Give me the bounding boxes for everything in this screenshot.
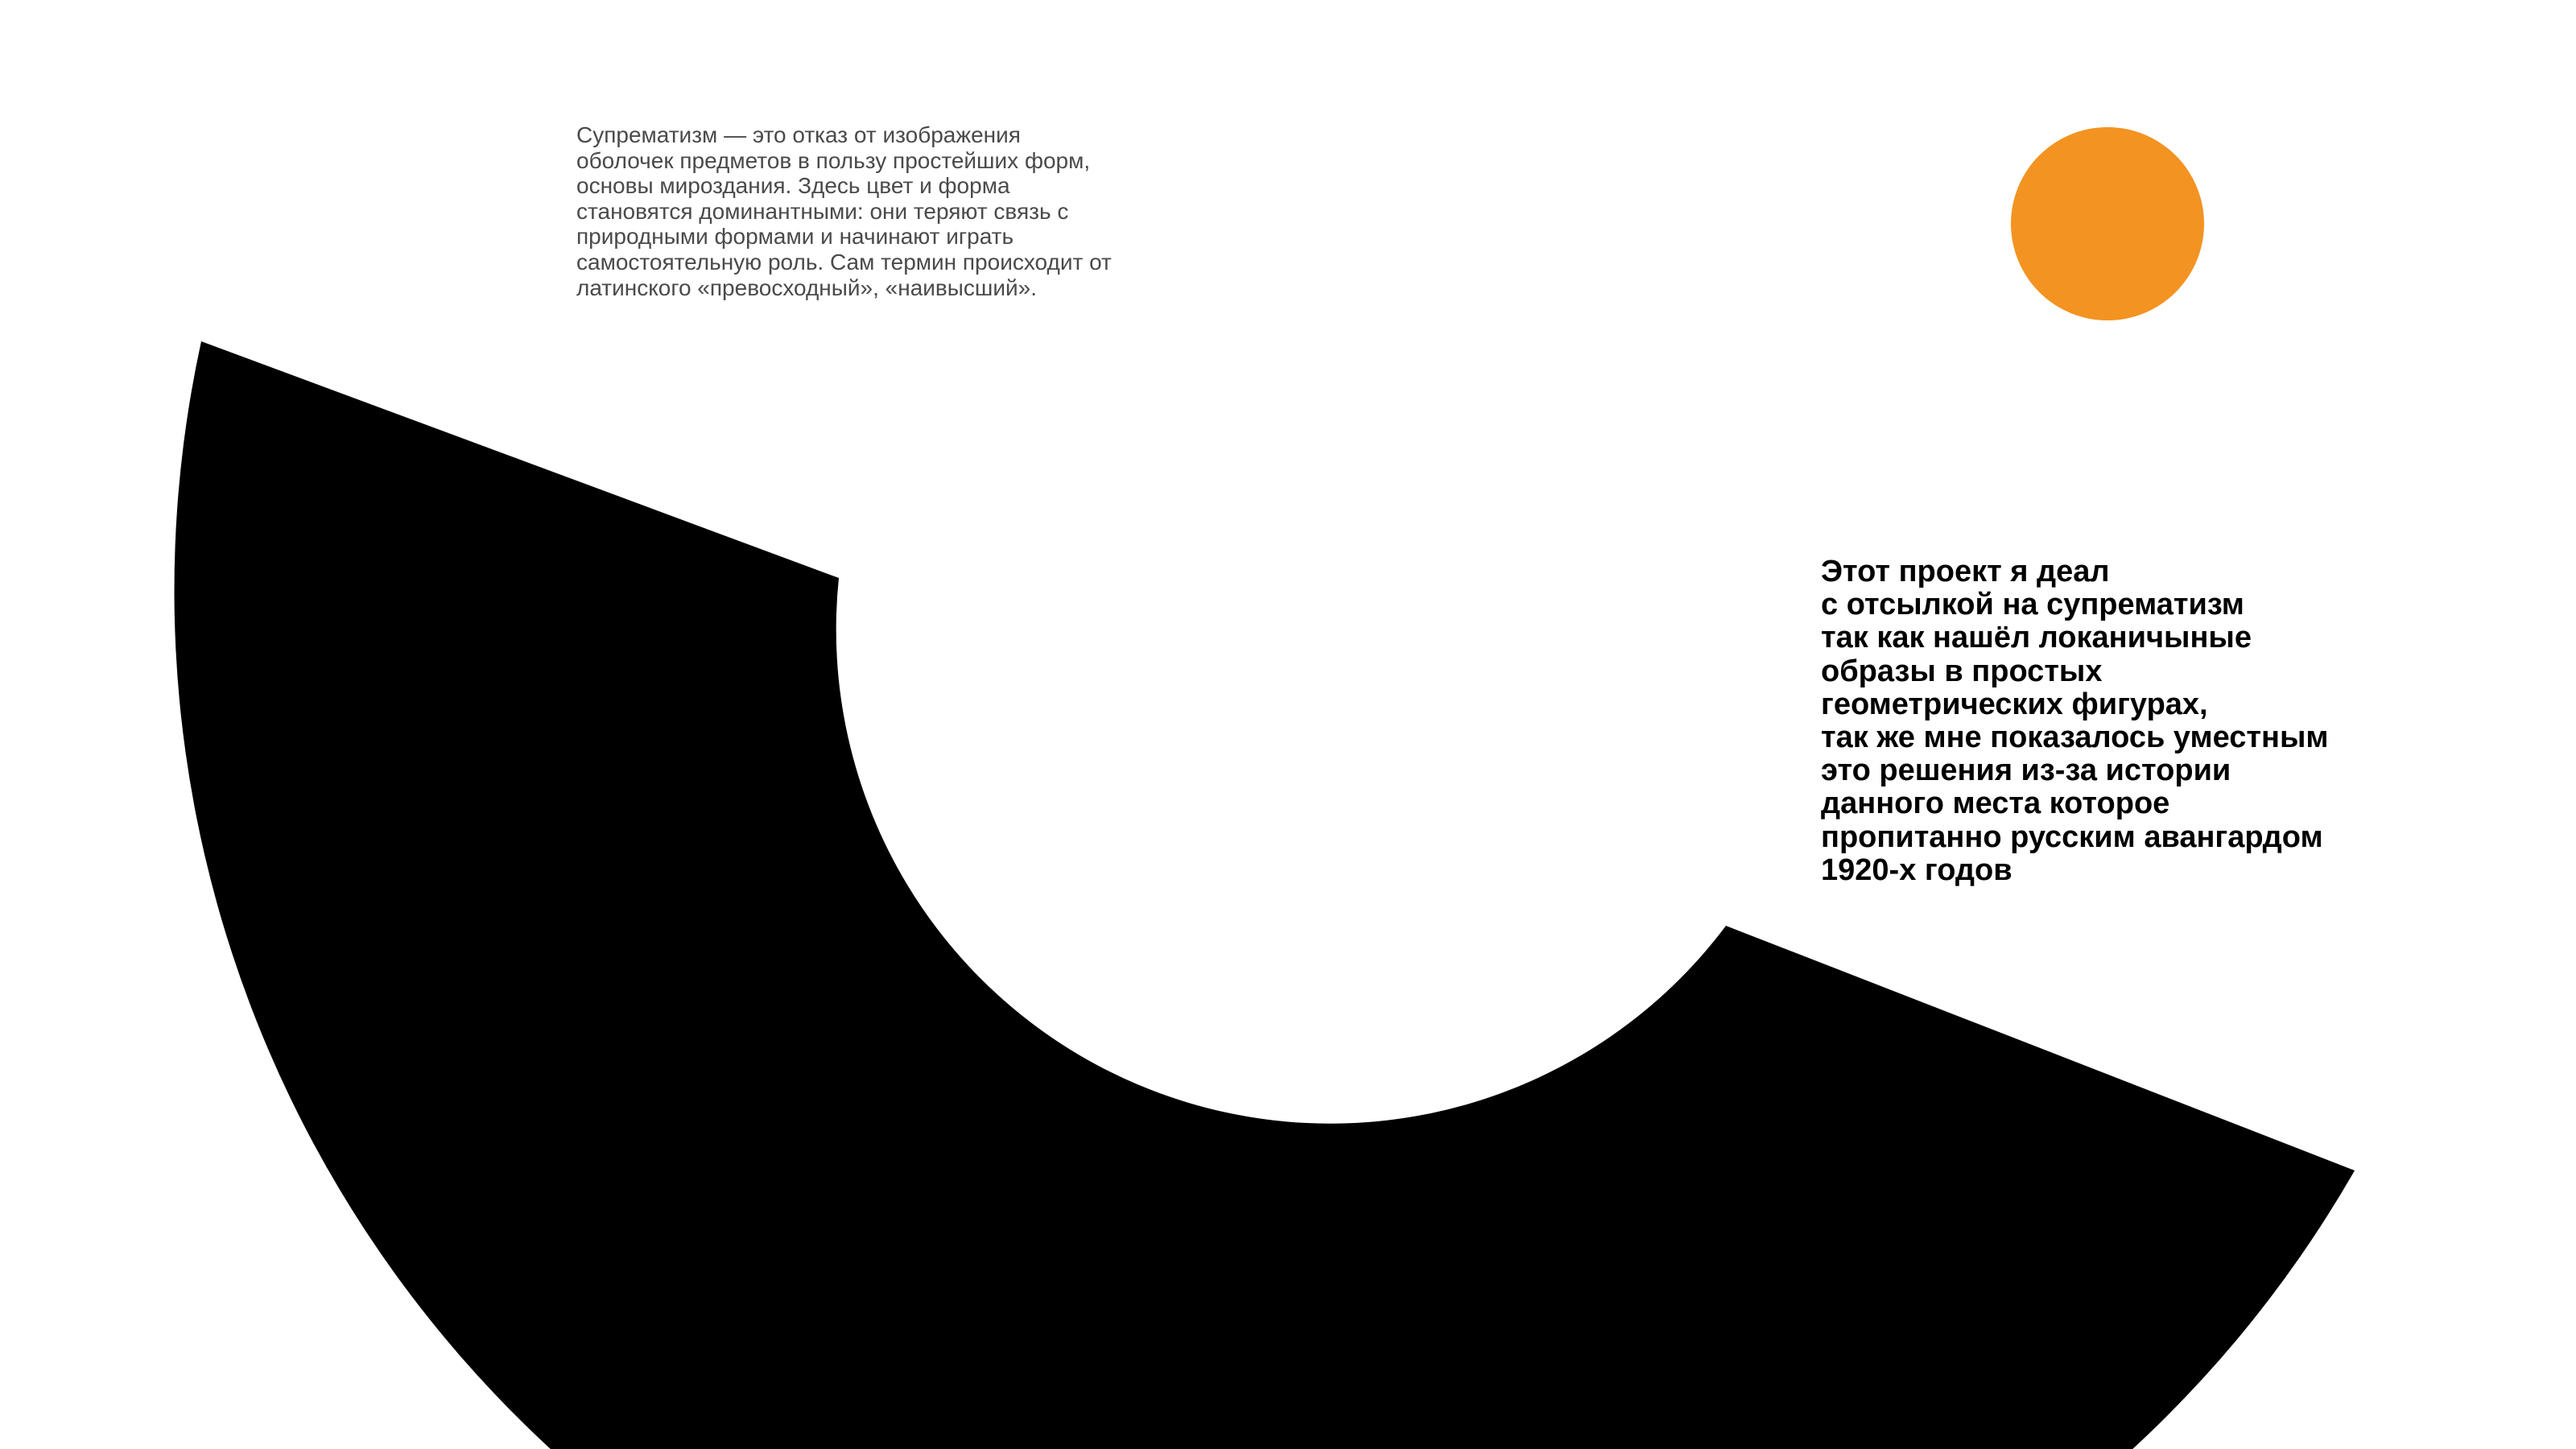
intro-paragraph: Супрематизм — это отказ от изображения оболочек предметов в пользу простейших форм, основы мироздания. Здесь цвет и форма становятся доминантными: они теряют связь с природными формами и начинают играть самостоятельную роль. Сам термин происходит от латинского «превосходный», «наивысший». <box>576 122 1112 300</box>
orange-circle <box>2011 127 2204 320</box>
black-arc-shape <box>175 341 2355 1449</box>
project-statement: Этот проект я деал с отсылкой на супрематизм так как нашёл локаничыные образы в простых геометрических фигурах, так же мне показалось уместным это решения из-за истории данного места которое пропитанно русским авангардом 1920-х годов <box>1821 555 2329 887</box>
